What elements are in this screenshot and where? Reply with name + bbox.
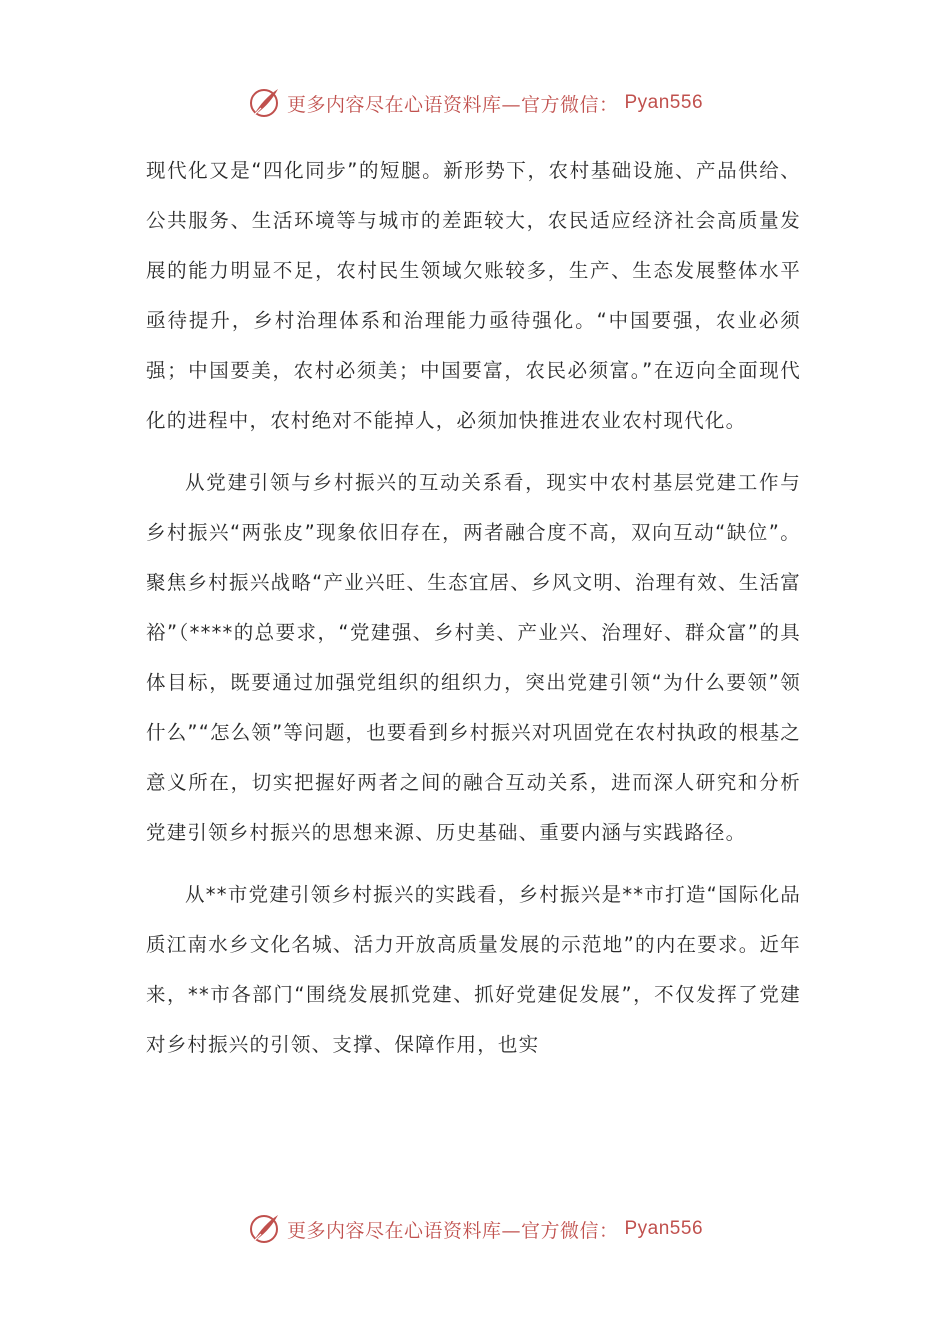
paragraph-2: 从党建引领与乡村振兴的互动关系看，现实中农村基层党建工作与乡村振兴“两张皮”现象依旧存在，两者融合度不高，双向互动“缺位”。聚焦乡村振兴战略“产业兴旺、生态宜居、乡风文明、治理有效、生活富裕”（****的总要求，“党建强、乡村美、产业兴、治理好、群众富”的具体目标，既要通过加强党组织的组织力，突出党建引领“为什么要领”领什么”“怎么领”等问题，也要看到乡村振兴对巩固党在农村执政的根基之意义所在，切实把握好两者之间的融合互动关系，进而深人研究和分析党建引领乡村振兴的思想来源、历史基础、重要内涵与实践路径。 bbox=[146, 471, 801, 844]
quill-pen-icon bbox=[247, 1212, 281, 1246]
watermark-wechat-id: Pyan556 bbox=[624, 92, 704, 113]
paragraph-3: 从**市党建引领乡村振兴的实践看，乡村振兴是**市打造“国际化品质江南水乡文化名城、活力开放高质量发展的示范地”的内在要求。近年来，**市各部门“围绕发展抓党建、抓好党建促发展”，不仅发挥了党建对乡村振兴的引领、支撑、保障作用，也实 bbox=[146, 883, 801, 1056]
quill-pen-icon bbox=[247, 86, 281, 120]
footer-watermark bbox=[0, 1209, 950, 1249]
watermark-text: 更多内容尽在心语资料库—官方微信： bbox=[286, 93, 619, 116]
document-body bbox=[146, 146, 801, 1070]
watermark-wechat-id: Pyan556 bbox=[624, 1218, 704, 1239]
paragraph-1: 现代化又是“四化同步”的短腿。新形势下，农村基础设施、产品供给、公共服务、生活环境等与城市的差距较大，农民适应经济社会高质量发展的能力明显不足，农村民生领域欠账较多，生产、生态发展整体水平亟待提升，乡村治理体系和治理能力亟待强化。“中国要强，农业必须强；中国要美，农村必须美；中国要富，农民必须富。”在迈向全面现代化的进程中，农村绝对不能掉人，必须加快推进农业农村现代化。 bbox=[146, 159, 801, 432]
watermark-text: 更多内容尽在心语资料库—官方微信： bbox=[286, 1219, 619, 1242]
header-watermark bbox=[0, 83, 950, 123]
